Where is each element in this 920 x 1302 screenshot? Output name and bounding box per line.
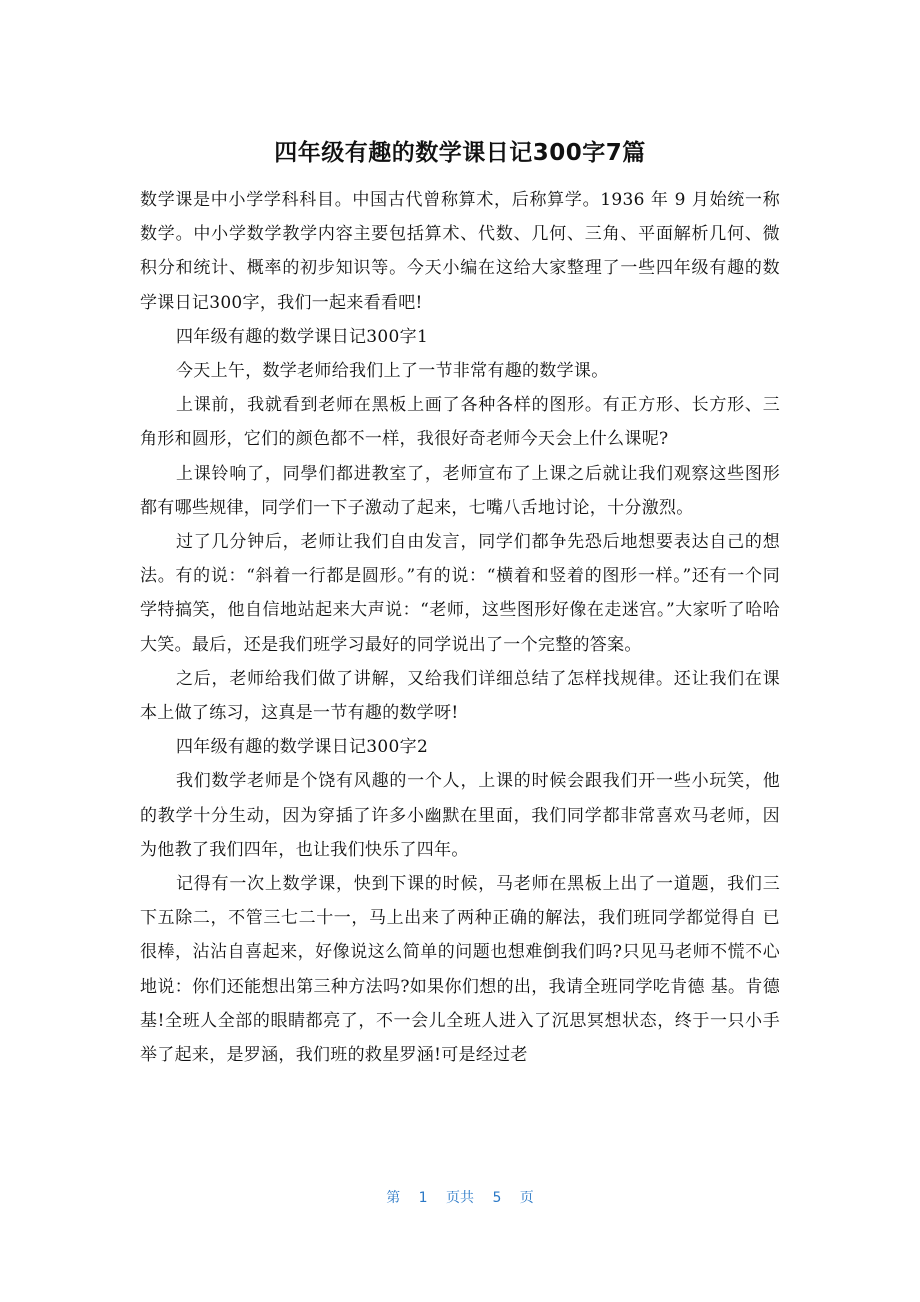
section-heading-1: 四年级有趣的数学课日记300字1 <box>176 326 429 347</box>
document-body <box>140 183 780 1072</box>
paragraph-intro: 数学课是中小学学科科目。中国古代曾称算术，后称算学。1936 年 9 月始统一称数学。中小学数学教学内容主要包括算术、代数、几何、三角、平面解析几何、微积分和统计、概率的初步知识等。今天小编在这给大家整理了一些四年级有趣的数学课日记300字，我们一起来看看吧! <box>140 190 780 313</box>
paragraph: 过了几分钟后，老师让我们自由发言，同学们都争先恐后地想要表达自己的想法。有的说：“斜着一行都是圆形。”有的说：“横着和竖着的图形一样。”还有一个同学特搞笑，他自信地站起来大声说：“老师，这些图形好像在走迷宫。”大家听了哈哈大笑。最后，还是我们班学习最好的同学说出了一个完整的答案。 <box>140 532 780 655</box>
section-heading-2: 四年级有趣的数学课日记300字2 <box>176 737 429 758</box>
page-footer: 第 1 页共 5 页 <box>386 1190 534 1206</box>
paragraph: 上课前，我就看到老师在黑板上画了各种各样的图形。有正方形、长方形、三角形和圆形，它们的颜色都不一样，我很好奇老师今天会上什么课呢? <box>140 395 780 450</box>
paragraph: 上课铃响了，同學们都进教室了，老师宣布了上课之后就让我们观察这些图形都有哪些规律，同学们一下子激动了起来，七嘴八舌地讨论，十分激烈。 <box>140 463 780 518</box>
paragraph: 今天上午，数学老师给我们上了一节非常有趣的数学课。 <box>176 361 609 382</box>
paragraph: 之后，老师给我们做了讲解，又给我们详细总结了怎样找规律。还让我们在课本上做了练习，这真是一节有趣的数学呀! <box>140 668 780 724</box>
paragraph: 我们数学老师是个饶有风趣的一个人，上课的时候会跟我们开一些小玩笑，他的教学十分生动，因为穿插了许多小幽默在里面，我们同学都非常喜欢马老师，因为他教了我们四年，也让我们快乐了四年。 <box>140 771 780 860</box>
document-title: 四年级有趣的数学课日记300字7篇 <box>274 140 646 166</box>
paragraph: 记得有一次上数学课，快到下课的时候，马老师在黑板上出了一道题，我们三下五除二，不管三七二十一，马上出来了两种正确的解法，我们班同学都觉得自 已很棒，沾沾自喜起来，好像说这么简单的问题也想难倒我们吗?只见马老师不慌不心地说：你们还能想出第三种方法吗?如果你们想的出，我请全班同学吃肯德 基。肯德基!全班人全部的眼睛都亮了，不一会儿全班人进入了沉思冥想状态，终于一只小手举了起来，是罗涵，我们班的救星罗涵!可是经过老 <box>140 874 780 1066</box>
